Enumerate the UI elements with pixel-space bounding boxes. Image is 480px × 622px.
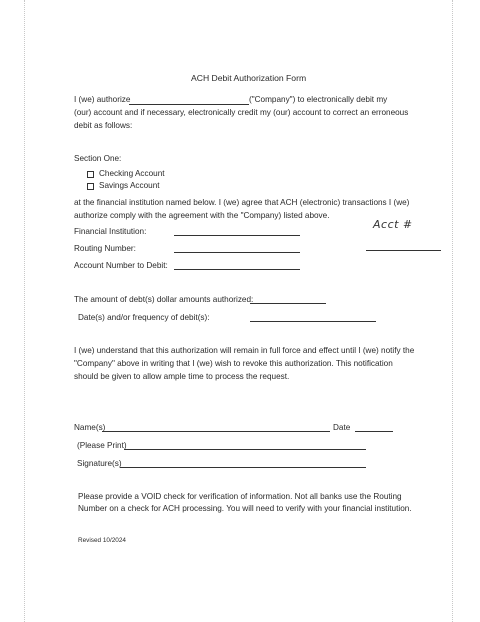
understand-line-3: should be given to allow ample time to process the request. (74, 372, 290, 381)
account-number-label: Account Number to Debit: (74, 261, 168, 270)
print-name-field[interactable] (124, 449, 366, 450)
agree-line-1: at the financial institution named below. I (we) agree that ACH (electronic) transactions I (we) (74, 198, 410, 207)
form-title: ACH Debit Authorization Form (191, 73, 307, 83)
account-number-field[interactable] (174, 269, 300, 270)
signature-field[interactable] (120, 467, 366, 468)
date-field[interactable] (355, 431, 393, 432)
checking-checkbox[interactable] (87, 171, 94, 178)
savings-label: Savings Account (99, 181, 160, 190)
handwritten-acct-note: Acct # (373, 218, 413, 231)
agree-line-2: authorize comply with the agreement with the "Company) listed above. (74, 211, 330, 220)
checking-label: Checking Account (99, 169, 165, 178)
names-label: Name(s) (74, 423, 106, 432)
financial-institution-label: Financial Institution: (74, 227, 147, 236)
scan-edge-line-left (24, 0, 25, 622)
financial-institution-field[interactable] (174, 235, 300, 236)
company-name-field[interactable] (129, 104, 249, 105)
void-line-1: Please provide a VOID check for verification of information. Not all banks use the Routing (78, 492, 402, 501)
intro-line-3: debit as follows: (74, 121, 133, 130)
savings-checkbox[interactable] (87, 183, 94, 190)
intro-prefix: I (we) authorize (74, 95, 131, 104)
names-field[interactable] (102, 431, 330, 432)
signature-label: Signature(s) (77, 459, 122, 468)
intro-suffix: ("Company") to electronically debit my (249, 95, 388, 104)
understand-line-1: I (we) understand that this authorization will remain in full force and effect until I (we) notify the (74, 346, 415, 355)
revised-date: Revised 10/2024 (78, 537, 126, 544)
routing-number-field[interactable] (174, 252, 300, 253)
print-label: (Please Print) (77, 441, 127, 450)
intro-line-2: (our) account and if necessary, electronically credit my (our) account to correct an erroneous (74, 108, 409, 117)
amount-field[interactable] (250, 303, 326, 304)
understand-line-2: "Company" above in writing that I (we) wish to revoke this authorization. This notification (74, 359, 393, 368)
dates-label: Date(s) and/or frequency of debit(s): (78, 313, 210, 322)
routing-number-label: Routing Number: (74, 244, 136, 253)
section-one-heading: Section One: (74, 154, 122, 163)
void-line-2: Number on a check for ACH processing. You will need to verify with your financial institution. (78, 504, 412, 513)
handwritten-acct-line (366, 250, 441, 251)
date-label: Date (333, 423, 351, 432)
dates-field[interactable] (250, 321, 376, 322)
scan-edge-line (452, 0, 453, 622)
amount-label: The amount of debt(s) dollar amounts authorized: (74, 295, 254, 304)
